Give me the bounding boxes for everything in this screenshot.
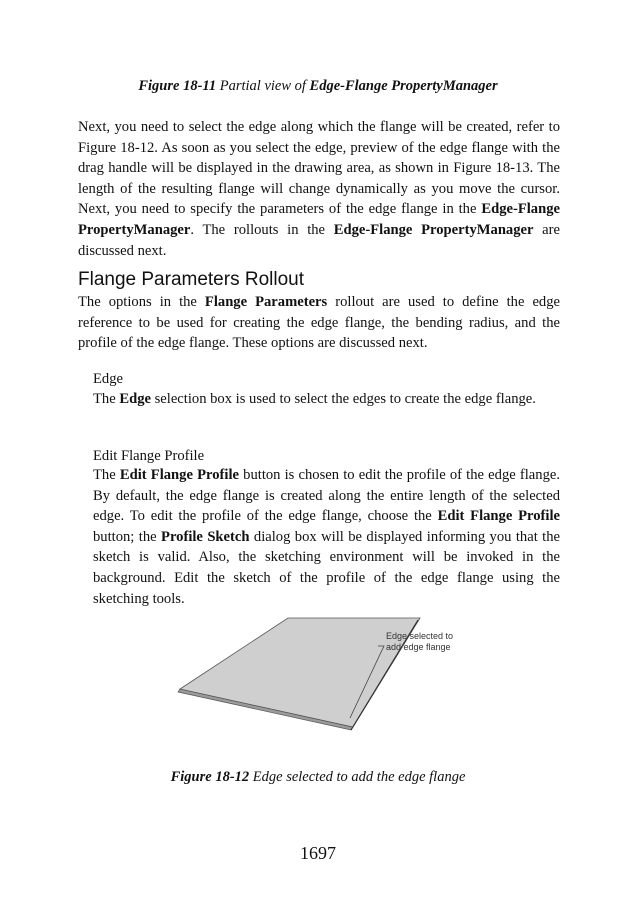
edit-bold-2: Edit Flange Profile — [437, 508, 560, 525]
edge-text-1: The — [93, 391, 120, 407]
section-heading: Flange Parameters Rollout — [78, 269, 304, 290]
edit-text-2: button is chosen to edit the profile of the edge flange. By default, the edge flange is created along the entire length of the selected edge. To edit the profile of the edge flange, choose the — [93, 467, 560, 525]
plate-top-face — [180, 618, 420, 727]
section-text-2: rollout are used to define the edge reference to be used for creating the edge flange, the bending radius, and the profile of the edge flange. These options are discussed next. — [78, 294, 560, 352]
figure-18-12-caption — [0, 769, 636, 786]
edit-profile-subheading: Edit Flange Profile — [93, 448, 205, 464]
edge-paragraph — [93, 389, 560, 410]
sheet-metal-plate-svg — [170, 616, 470, 734]
edge-subheading: Edge — [93, 371, 123, 387]
edge-bold-1: Edge — [119, 391, 151, 407]
section-text-1: The options in the — [78, 294, 205, 310]
intro-bold-1: Edge-Flange PropertyManager — [78, 201, 560, 238]
callout-line-1: Edge selected to — [386, 631, 454, 641]
caption-bold: Edge-Flange PropertyManager — [309, 78, 498, 94]
intro-text-2: . The rollouts in the — [190, 221, 334, 238]
edit-text-1: The — [93, 467, 120, 483]
figure-label: Figure 18-11 — [138, 78, 217, 94]
intro-text-1: Next, you need to select the edge along which the flange will be created, refer to Figure 18-12. As soon as you select the edge, preview of the edge flange with the drag handle will be displayed in the drawing area, as shown in Figure 18-13. The length of the resulting flange will change dynamically as you move the cursor. Next, you need to specify the parameters of the edge flange in the — [78, 119, 560, 218]
edit-bold-3: Profile Sketch — [161, 528, 250, 545]
figure-label-bottom: Figure 18-12 — [170, 769, 250, 785]
intro-paragraph — [78, 117, 560, 261]
edit-text-3: button; the — [93, 528, 162, 545]
caption-text: Partial view of — [216, 78, 310, 94]
section-paragraph — [78, 292, 560, 354]
figure-18-11-caption — [0, 78, 636, 95]
section-bold-1: Flange Parameters — [204, 294, 328, 310]
edit-profile-paragraph — [93, 465, 560, 609]
page-number: 1697 — [300, 843, 336, 863]
edge-text-2: selection box is used to select the edges to create the edge flange. — [150, 391, 536, 407]
figure-18-12-illustration — [170, 616, 470, 734]
intro-text-3: are discussed next. — [78, 221, 560, 259]
callout-line-2: add edge flange — [386, 642, 451, 652]
edit-bold-1: Edit Flange Profile — [119, 467, 239, 483]
intro-bold-2: Edge-Flange PropertyManager — [333, 221, 534, 238]
edit-text-4: dialog box will be displayed informing you that the sketch is valid. Also, the sketching environment will be invoked in the background. Edit the sketch of the profile of the edge flange using the sketching tools. — [93, 528, 560, 607]
caption-text-bottom: Edge selected to add the edge flange — [249, 769, 466, 785]
